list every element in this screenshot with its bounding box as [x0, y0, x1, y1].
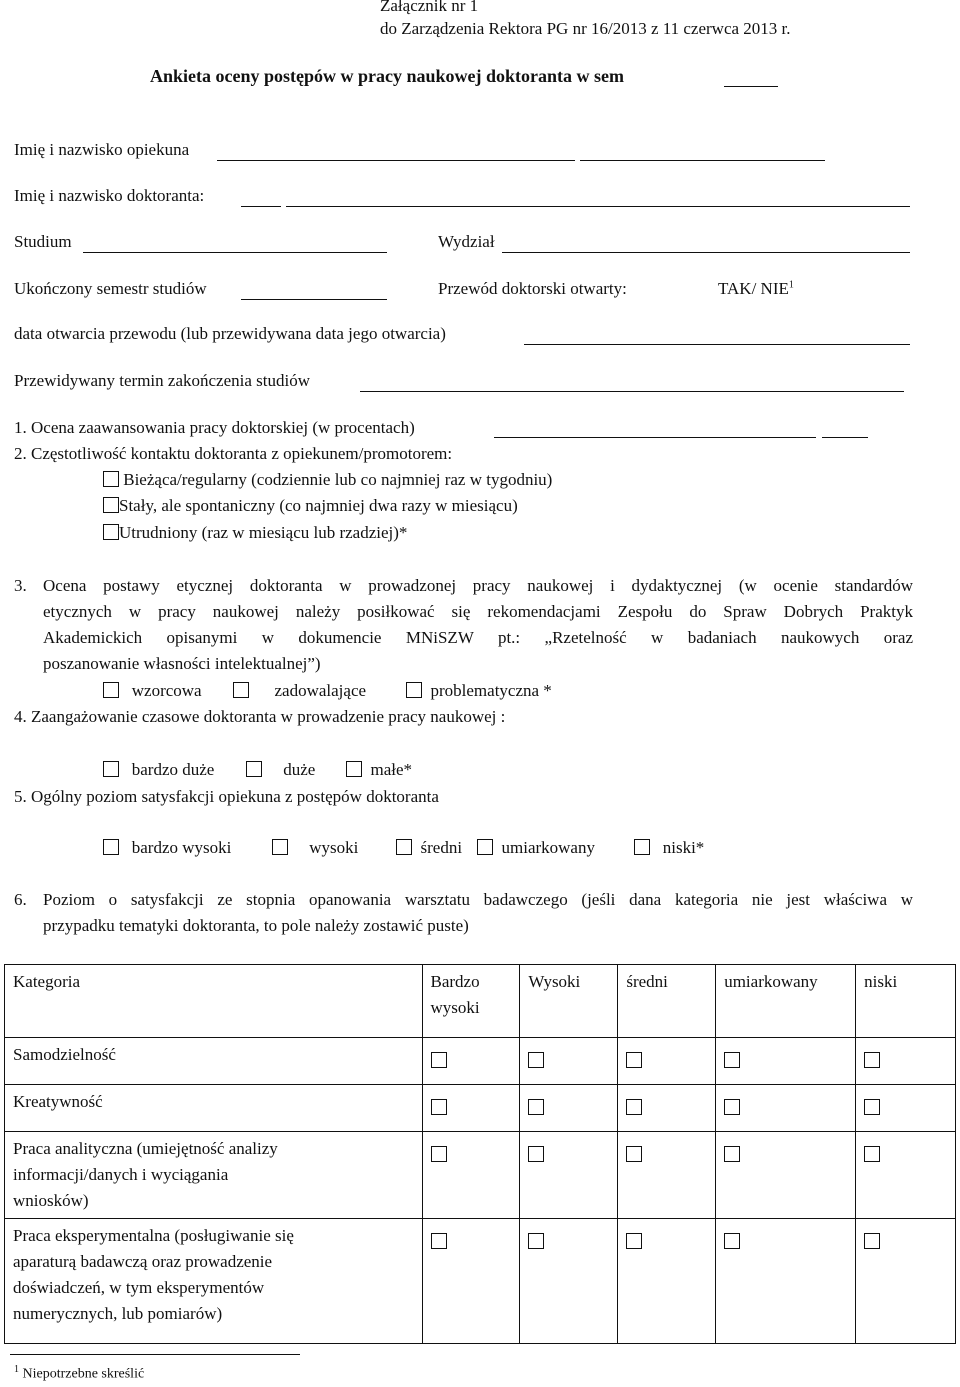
q5-option-1[interactable]: [103, 838, 231, 858]
q3-line-2: etycznych w pracy naukowej należy posiłkować się rekomendacjami Zespołu do Spraw Dobrych Praktyk: [43, 602, 913, 621]
q4-option-1-label: bardzo duże: [131, 760, 215, 779]
rating-cell: [520, 1038, 618, 1085]
checkbox[interactable]: [346, 761, 362, 777]
rating-cell: [618, 1085, 716, 1132]
q2-option-1-label: Bieżąca/regularny (codziennie lub co najmniej raz w tygodniu): [123, 470, 553, 489]
table-row: [5, 1132, 956, 1219]
footnote: [14, 1364, 144, 1383]
q3-option-3[interactable]: [406, 681, 552, 701]
checkbox[interactable]: [103, 497, 119, 513]
q5-option-3-label: średni: [420, 838, 463, 857]
faculty-label: Wydział: [438, 232, 495, 251]
supervisor-field-2[interactable]: [580, 160, 825, 161]
q4-option-2[interactable]: [246, 760, 315, 780]
q3-number: 3.: [14, 576, 27, 595]
procedure-open-label: Przewód doktorski otwarty:: [438, 279, 627, 298]
checkbox[interactable]: [634, 839, 650, 855]
checkbox[interactable]: [396, 839, 412, 855]
checkbox[interactable]: [626, 1146, 642, 1162]
q3-option-2-label: zadowalające: [274, 681, 367, 700]
checkbox[interactable]: [431, 1099, 447, 1115]
q3-line-1: Ocena postawy etycznej doktoranta w prowadzonej pracy naukowej i dydaktycznej (w ocenie standardów: [43, 576, 913, 595]
header-cell: średni: [618, 965, 716, 1038]
q5-option-4-label: umiarkowany: [501, 838, 595, 857]
expected-end-label: Przewidywany termin zakończenia studiów: [14, 371, 310, 390]
q3-option-1[interactable]: [103, 681, 202, 701]
q4-label: 4. Zaangażowanie czasowe doktoranta w prowadzenie pracy naukowej :: [14, 707, 506, 726]
table-header-row: [5, 965, 956, 1038]
phd-student-label: Imię i nazwisko doktoranta:: [14, 186, 205, 205]
q1-field[interactable]: [494, 437, 816, 438]
rating-cell: [422, 1132, 520, 1219]
phd-student-field[interactable]: [286, 206, 910, 207]
q2-option-1[interactable]: [103, 470, 552, 490]
checkbox[interactable]: [724, 1233, 740, 1249]
q5-option-4[interactable]: [477, 838, 595, 858]
q5-option-5-label: niski*: [662, 838, 705, 857]
rating-cell: [422, 1219, 520, 1344]
checkbox[interactable]: [626, 1233, 642, 1249]
supervisor-label: Imię i nazwisko opiekuna: [14, 140, 190, 159]
category-cell: Praca analityczna (umiejętność analizy informacji/danych i wyciągania wniosków): [5, 1132, 423, 1219]
q4-option-3[interactable]: [346, 760, 412, 780]
rating-cell: [856, 1132, 956, 1219]
q2-label: 2. Częstotliwość kontaktu doktoranta z opiekunem/promotorem:: [14, 444, 453, 463]
q4-option-1[interactable]: [103, 760, 214, 780]
checkbox[interactable]: [431, 1146, 447, 1162]
q3-option-3-label: problematyczna *: [430, 681, 552, 700]
checkbox[interactable]: [528, 1233, 544, 1249]
decree-label: do Zarządzenia Rektora PG nr 16/2013 z 11 czerwca 2013 r.: [380, 19, 791, 38]
page-title: Ankieta oceny postępów w pracy naukowej doktoranta w sem: [150, 66, 625, 86]
q1-label: 1. Ocena zaawansowania pracy doktorskiej (w procentach): [14, 418, 415, 437]
q2-option-3[interactable]: [103, 523, 407, 543]
q5-option-3[interactable]: [396, 838, 462, 858]
category-cell: Kreatywność: [5, 1085, 423, 1132]
q6-number: 6.: [14, 890, 27, 909]
rating-cell: [716, 1085, 856, 1132]
checkbox[interactable]: [431, 1052, 447, 1068]
checkbox[interactable]: [528, 1146, 544, 1162]
checkbox[interactable]: [103, 761, 119, 777]
q5-option-5[interactable]: [634, 838, 704, 858]
checkbox[interactable]: [246, 761, 262, 777]
checkbox[interactable]: [528, 1052, 544, 1068]
footnote-divider: [10, 1354, 300, 1355]
header-cell: niski: [856, 965, 956, 1038]
table-row: [5, 1219, 956, 1344]
checkbox[interactable]: [431, 1233, 447, 1249]
checkbox[interactable]: [864, 1146, 880, 1162]
checkbox[interactable]: [724, 1052, 740, 1068]
footnote-number: 1: [14, 1364, 19, 1375]
q5-label: 5. Ogólny poziom satysfakcji opiekuna z postępów doktoranta: [14, 787, 439, 806]
q3-line-3: Akademickich opisanymi w dokumencie MNiSZW pt.: „Rzetelność w badaniach naukowych oraz: [43, 628, 913, 647]
q3-option-1-label: wzorcowa: [131, 681, 202, 700]
checkbox[interactable]: [626, 1099, 642, 1115]
checkbox[interactable]: [528, 1099, 544, 1115]
checkbox[interactable]: [626, 1052, 642, 1068]
checkbox[interactable]: [272, 839, 288, 855]
checkbox[interactable]: [103, 524, 119, 540]
rating-cell: [856, 1219, 956, 1344]
opening-date-label: data otwarcia przewodu (lub przewidywana data jego otwarcia): [14, 324, 446, 343]
checkbox[interactable]: [724, 1099, 740, 1115]
q5-option-1-label: bardzo wysoki: [131, 838, 232, 857]
q6-line-1: Poziom o satysfakcji ze stopnia opanowania warsztatu badawczego (jeśli dana kategoria nie jest właściwa w: [43, 890, 913, 909]
semester-label: Ukończony semestr studiów: [14, 279, 207, 298]
rating-cell: [422, 1038, 520, 1085]
header-cell: Wysoki: [520, 965, 618, 1038]
checkbox[interactable]: [233, 682, 249, 698]
rating-cell: [618, 1132, 716, 1219]
q2-option-2-label: Stały, ale spontaniczny (co najmniej dwa razy w miesiącu): [119, 496, 518, 515]
supervisor-field[interactable]: [217, 160, 575, 161]
q5-option-2[interactable]: [272, 838, 358, 858]
checkbox[interactable]: [103, 839, 119, 855]
checkbox[interactable]: [864, 1233, 880, 1249]
expected-end-field[interactable]: [360, 391, 904, 392]
q4-option-3-label: małe*: [370, 760, 413, 779]
footnote-ref: 1: [788, 279, 794, 291]
header-cell: Kategoria: [5, 965, 423, 1038]
rating-cell: [520, 1132, 618, 1219]
table-row: [5, 1085, 956, 1132]
checkbox[interactable]: [864, 1052, 880, 1068]
category-table: [4, 964, 956, 1344]
q2-option-2[interactable]: [103, 496, 518, 516]
rating-cell: [422, 1085, 520, 1132]
rating-cell: [618, 1038, 716, 1085]
checkbox[interactable]: [103, 682, 119, 698]
category-cell: Samodzielność: [5, 1038, 423, 1085]
footnote-text: Niepotrzebne skreślić: [22, 1366, 145, 1382]
q5-option-2-label: wysoki: [309, 838, 359, 857]
study-label: Studium: [14, 232, 72, 251]
q3-option-2[interactable]: [233, 681, 366, 701]
yes-no-label: TAK/ NIE: [718, 279, 789, 298]
rating-cell: [716, 1132, 856, 1219]
category-cell: Praca eksperymentalna (posługiwanie się aparaturą badawczą oraz prowadzenie doświadczeń, w tym eksperymentów numerycznych, lub pomiarów): [5, 1219, 423, 1344]
q1-field-2[interactable]: [822, 437, 868, 438]
rating-cell: [520, 1085, 618, 1132]
q4-option-2-label: duże: [283, 760, 316, 779]
attachment-label: Załącznik nr 1: [380, 0, 479, 15]
q2-option-3-label: Utrudniony (raz w miesiącu lub rzadziej)*: [119, 523, 408, 542]
checkbox[interactable]: [864, 1099, 880, 1115]
yes-no-option[interactable]: [718, 279, 794, 299]
phd-student-field-short[interactable]: [241, 206, 281, 207]
opening-date-field[interactable]: [524, 344, 910, 345]
header-cell: Bardzo wysoki: [422, 965, 520, 1038]
semester-blank[interactable]: [724, 86, 778, 87]
q6-line-2: przypadku tematyki doktoranta, to pole należy zostawić puste): [43, 916, 469, 935]
q3-line-4: poszanowanie własności intelektualnej”): [43, 654, 321, 673]
rating-cell: [856, 1085, 956, 1132]
rating-cell: [856, 1038, 956, 1085]
rating-cell: [716, 1219, 856, 1344]
semester-field[interactable]: [241, 299, 387, 300]
rating-cell: [716, 1038, 856, 1085]
rating-cell: [520, 1219, 618, 1344]
checkbox[interactable]: [103, 471, 119, 487]
faculty-field[interactable]: [502, 252, 910, 253]
study-field[interactable]: [83, 252, 387, 253]
checkbox[interactable]: [406, 682, 422, 698]
rating-cell: [618, 1219, 716, 1344]
checkbox[interactable]: [477, 839, 493, 855]
header-cell: umiarkowany: [716, 965, 856, 1038]
table-row: [5, 1038, 956, 1085]
checkbox[interactable]: [724, 1146, 740, 1162]
